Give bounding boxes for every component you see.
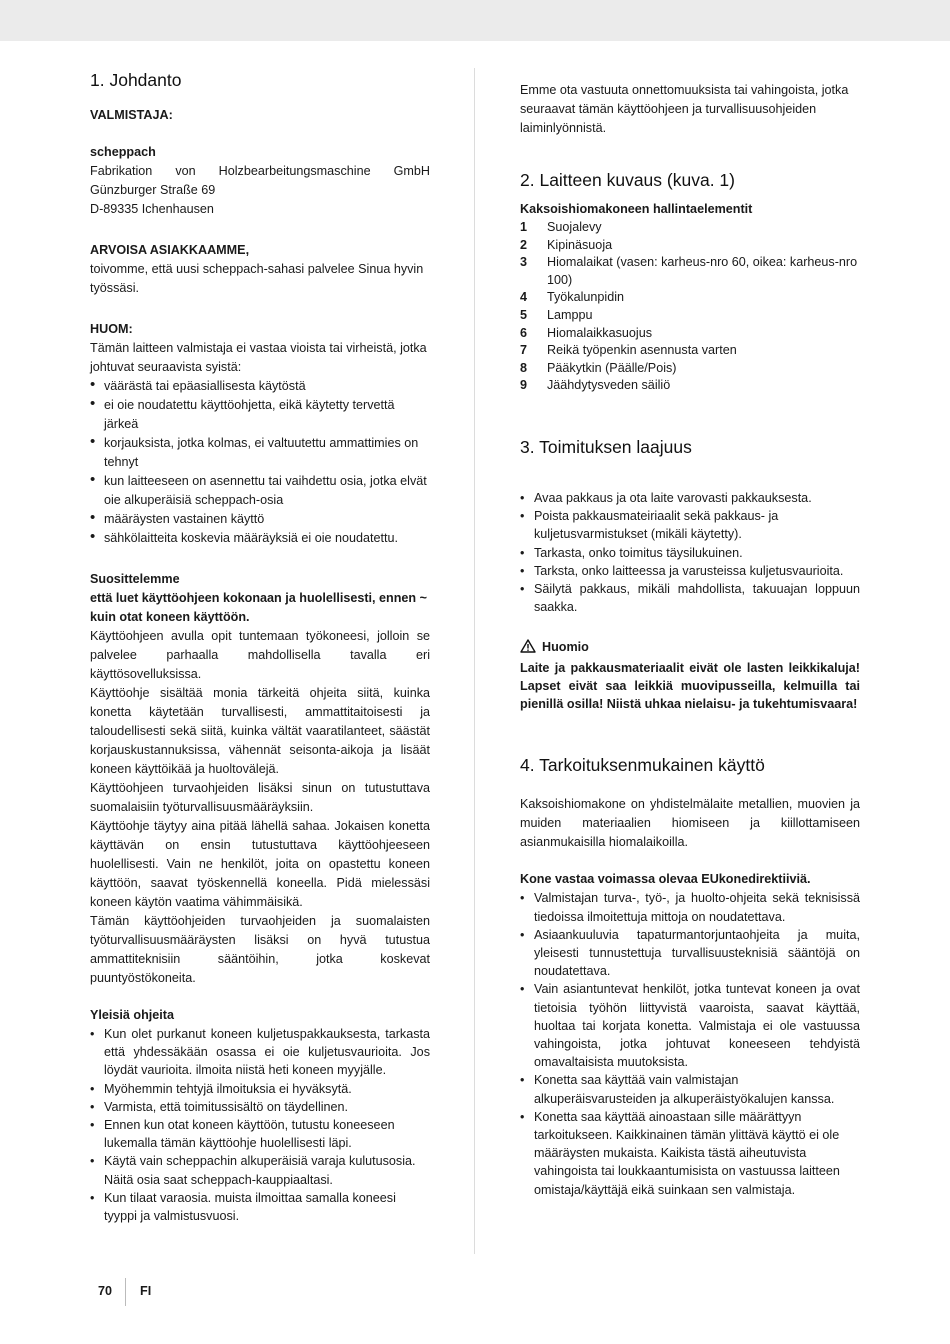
warning-triangle-icon [520,639,536,659]
section-heading-introduction: 1. Johdanto [90,70,182,90]
control-number: 6 [520,325,528,340]
list-item: • väärästä tai epäasiallisesta käytöstä [90,377,430,396]
control-number: 7 [520,343,528,358]
general-instructions-list [90,1025,430,1225]
list-item: • Konetta saa käyttää vain valmistajan alkuperäisvarusteiden ja alkuperäistyökalujen kanssa. [520,1071,860,1107]
general-instructions-heading: Yleisiä ohjeita [90,1008,174,1022]
control-label: Suojalevy [547,220,602,234]
control-item [520,289,860,307]
list-item: • Tarksta, onko laitteessa ja varusteissa kuljetusvaurioita. [520,562,860,580]
control-number: 1 [520,220,528,234]
list-item: • Vain asiantuntevat henkilöt, jotka tuntevat koneen ja ovat tietoisia työhön liittyvistä vaaroista, saavat käyttää, huoltaa tai korjata konetta. Valmistaja ei ole vastuussa vahingoista, jotka johtuvat koneeseen tehdyistä omavaltaisista muutoksista. [520,980,860,1071]
recommend-paragraph: Käyttöohjeen turvaohjeiden lisäksi sinun on tutustuttava suomalaisiin työturvallisuusmääräyksiin. [90,781,430,814]
control-number: 5 [520,307,528,322]
control-item [520,307,860,325]
control-item [520,219,860,237]
dear-customer-text: toivomme, että uusi scheppach-sahasi palvelee Sinua hyvin työssäsi. [90,262,424,295]
left-column [90,68,430,1225]
column-divider [474,68,475,1254]
list-item: • Poista pakkausmateiriaalit sekä pakkaus- ja kuljetusvarmistukset (mikäli käytetty). [520,507,860,543]
list-item: • määräysten vastainen käyttö [90,510,430,529]
control-item [520,325,860,343]
recommend-paragraph: Käyttöohje sisältää monia tärkeitä ohjeita siitä, kuinka konetta käytetään turvallisesti, ammattitaitoisesti ja taloudellisesti sekä siitä, kuinka vältät vaaratilanteet, säästät korjauskustannuksissa, vähennät seisonta-aikoja ja lisäät koneen käyttöikää ja huoltovälejä. [90,686,430,776]
control-number: 2 [520,237,528,252]
recommend-emphasis: että luet käyttöohjeen kokonaan ja huolellisesti, ennen ~ kuin otat koneen käyttöön. [90,591,427,624]
control-label: Hiomalaikat (vasen: karheus-nro 60, oikea: karheus-nro 100) [547,255,858,287]
control-label: Työkalunpidin [547,290,625,305]
manufacturer-label: VALMISTAJA: [90,108,173,122]
control-number: 4 [520,290,528,305]
recommend-paragraph: Käyttöohje täytyy aina pitää lähellä sahaa. Jokaisen konetta käyttävän on ensin tutustuttava käyttöohjeeseen huolellisesti. Vain ne henkilöt, joita on opastettu koneen käyttöön, saavat työskennellä koneella. Pidä mielessäsi koneen käytön vaatima vähimmäisikä. [90,819,430,909]
list-item: • Avaa pakkaus ja ota laite varovasti pakkauksesta. [520,489,860,507]
footer-separator [125,1278,126,1306]
list-item: • ei oie noudatettu käyttöohjetta, eikä käytetty tervettä järkeä [90,396,430,434]
address-line: D-89335 Ichenhausen [90,202,214,216]
warning-title-row [520,638,860,659]
control-item [520,377,860,395]
list-item: • kun laitteeseen on asennettu tai vaihdettu osia, jotka elvät oie alkuperäisiä scheppach-osia [90,472,430,510]
list-item: • Ennen kun otat koneen käyttöön, tutustu koneeseen lukemalla tämän käyttöohje huolellisesti läpi. [90,1116,430,1152]
warning-text: Laite ja pakkausmateriaalit eivät ole lasten leikkikaluja! Lapset eivät saa leikkiä muovipusseilla, kelmuilla tai pienillä osilla! Niistä uhkaa nielaisu- ja tukehtumisvaara! [520,661,860,712]
list-item: • Valmistajan turva-, työ-, ja huolto-ohjeita sekä teknisissä tiedoissa ilmoitettuja mittoja on noudatettava. [520,889,860,925]
intended-use-list [520,889,860,1198]
list-item: • Myöhemmin tehtyjä ilmoituksia ei hyväksytä. [90,1080,430,1098]
control-label: Pääkytkin (Päälle/Pois) [547,360,677,375]
list-item: • Asiaankuuluvia tapaturmantorjuntaohjeita ja muita, yleisesti tunnustettuja turvallisuusteknisiä sääntöjä on noudatettava. [520,926,860,981]
list-item: • Käytä vain scheppachin alkuperäisiä varaja kulutusosia. Näitä osia saat scheppach-kauppiaaltasi. [90,1152,430,1188]
section-heading-delivery-scope: 3. Toimituksen laajuus [520,436,692,457]
list-item: • Kun olet purkanut koneen kuljetuspakkauksesta, tarkasta että yhdessäkään osassa ei oie kuljetusvaurioita. Jos löydät vaurioita. ilmoita niistä heti koneen myyjälle. [90,1025,430,1080]
list-item: • Tarkasta, onko toimitus täysilukuinen. [520,544,860,562]
recommend-heading: Suosittelemme [90,572,180,586]
control-item [520,342,860,360]
page-footer [98,1284,152,1298]
note-text: Tämän laitteen valmistaja ei vastaa vioista tai virheistä, jotka johtuvat seuraavista syistä: [90,341,427,374]
control-number: 3 [520,255,528,270]
warning-title: Huomio [542,640,589,655]
control-label: Reikä työpenkin asennusta varten [547,343,737,358]
delivery-list [520,489,860,616]
list-item: • korjauksista, jotka kolmas, ei valtuutettu ammattimies on tehnyt [90,434,430,472]
dear-customer-heading: ARVOISA ASIAKKAAMME, [90,243,250,257]
list-item: • Varmista, että toimitussisältö on täydellinen. [90,1098,430,1116]
liability-exclusion-list [90,377,430,548]
company-address [90,162,430,219]
control-number: 8 [520,360,528,375]
recommend-paragraph: Tämän käyttöohjeiden turvaohjeiden ja suomalaisten työturvallisuusmääräysten lisäksi on hyvä tutustua ammattiteknisiin sääntöihin, jotka koskevat puuntyöstökoneita. [90,914,430,985]
page-number: 70 [98,1284,113,1298]
list-item: • Säilytä pakkaus, mikäli mahdollista, takuuajan loppuun saakka. [520,580,860,616]
control-label: Kipinäsuoja [547,237,613,252]
right-column [520,81,860,1199]
address-line: Günzburger Straße 69 [90,183,216,197]
list-item: • Konetta saa käyttää ainoastaan sille määrättyyn tarkoitukseen. Kaikkinainen tämän ylittävä käyttö ei ole määräysten mukaista. Kaikista tästä aiheutuvista vahingoista tai loukkaantumisista on vastuussa laitteen omistaja/käyttäjä eikä suinkaan sen valmistaja. [520,1108,860,1199]
section-heading-intended-use: 4. Tarkoituksenmukainen käyttö [520,755,765,776]
list-item: • Kun tilaat varaosia. muista ilmoittaa samalla koneesi tyyppi ja valmistusvuosi. [90,1189,430,1225]
controls-list [520,219,860,395]
recommend-paragraph: Käyttöohjeen avulla opit tuntemaan työkoneesi, jolloin se palvelee parhaalla mahdollisella tavalla eri käyttösovelluksissa. [90,629,430,681]
note-heading: HUOM: [90,322,133,336]
company-name: scheppach [90,145,156,159]
address-line: Fabrikation von Holzbearbeitungsmaschine GmbH [90,164,430,178]
directive-heading: Kone vastaa voimassa olevaa EUkonedirektiiviä. [520,872,811,887]
control-item [520,237,860,255]
control-label: Jäähdytysveden säiliö [547,378,671,393]
intended-use-text: Kaksoishiomakone on yhdistelmälaite metallien, muovien ja muiden materiaalien hiomiseen ja kiillottamiseen asianmukaisilla hiomalaikoilla. [520,797,860,850]
section-heading-device-description: 2. Laitteen kuvaus (kuva. 1) [520,170,735,190]
list-item: • sähkölaitteita koskevia määräyksiä ei oie noudatettu. [90,529,430,548]
top-band [0,0,950,41]
language-code: FI [140,1284,152,1298]
control-label: Hiomalaikkasuojus [547,325,652,340]
control-item [520,254,860,289]
liability-intro: Emme ota vastuuta onnettomuuksista tai vahingoista, jotka seuraavat tämän käyttöohjeen ja turvallisuusohjeiden laiminlyönnistä. [520,83,849,135]
control-label: Lamppu [547,307,593,322]
controls-heading: Kaksoishiomakoneen hallintaelementit [520,202,753,216]
control-number: 9 [520,378,528,393]
control-item [520,360,860,378]
